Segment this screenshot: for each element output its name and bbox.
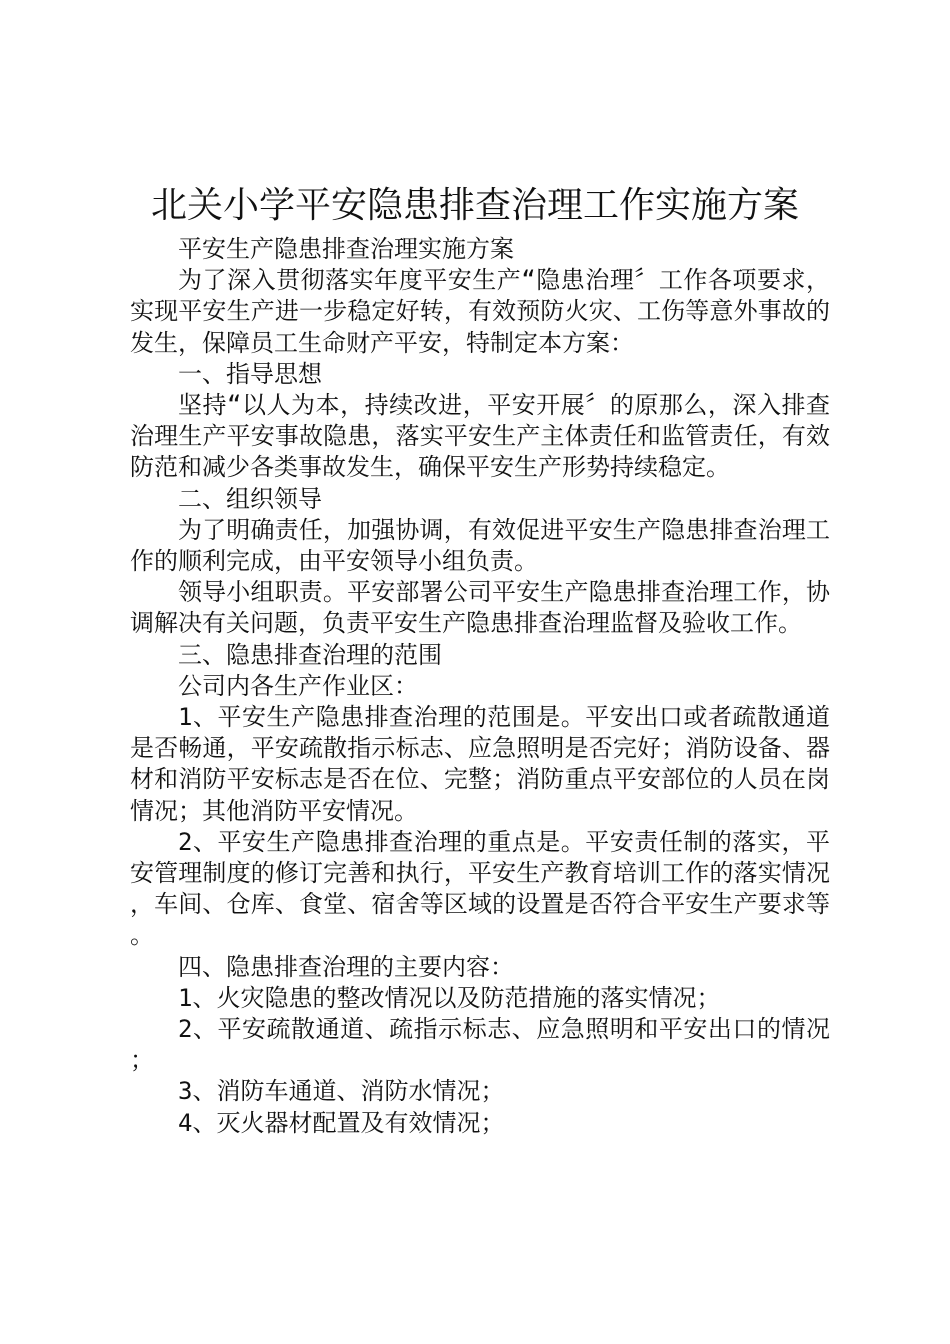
paragraph-intro: 为了深入贯彻落实年度平安生产“隐患治理〞工作各项要求，实现平安生产进一步稳定好转，有效预防火灾、工伤等意外事故的发生，保障员工生命财产平安，特制定本方案： [130,266,830,357]
document-body [130,234,830,1139]
paragraph-guiding-ideology: 坚持“以人为本，持续改进，平安开展〞的原那么，深入排查治理生产平安事故隐患，落实平安生产主体责任和监管责任，有效防范和减少各类事故发生，确保平安生产形势持续稳定。 [130,391,830,482]
list-item-content-4: 4、灭火器材配置及有效情况； [178,1108,505,1137]
document-title: 北关小学平安隐患排查治理工作实施方案 [150,185,799,226]
list-item-scope-2: 2、平安生产隐患排查治理的重点是。平安责任制的落实，平安管理制度的修订完善和执行，平安生产教育培训工作的落实情况，车间、仓库、食堂、宿舍等区域的设置是否符合平安生产要求等。 [130,827,830,950]
list-item-content-2: 2、平安疏散通道、疏指示标志、应急照明和平安出口的情况； [130,1015,830,1075]
section-heading-guiding-ideology: 一、指导思想 [178,359,322,388]
paragraph-work-areas: 公司内各生产作业区： [178,671,418,700]
paragraph-leadership-duties: 领导小组职责。平安部署公司平安生产隐患排查治理工作，协调解决有关问题，负责平安生产隐患排查治理监督及验收工作。 [130,578,830,638]
paragraph-subtitle: 平安生产隐患排查治理实施方案 [178,235,514,263]
list-item-content-1: 1、火灾隐患的整改情况以及防范措施的落实情况； [178,983,721,1012]
section-heading-organization: 二、组织领导 [178,484,322,513]
paragraph-organization: 为了明确责任，加强协调，有效促进平安生产隐患排查治理工作的顺利完成，由平安领导小组负责。 [130,515,830,576]
section-heading-main-content: 四、隐患排查治理的主要内容： [178,952,514,981]
list-item-content-3: 3、消防车通道、消防水情况； [178,1077,505,1106]
list-item-scope-1: 1、平安生产隐患排查治理的范围是。平安出口或者疏散通道是否畅通，平安疏散指示标志、应急照明是否完好；消防设备、器材和消防平安标志是否在位、完整；消防重点平安部位的人员在岗情况；其他消防平安情况。 [130,703,830,825]
section-heading-scope: 三、隐患排查治理的范围 [178,640,442,669]
